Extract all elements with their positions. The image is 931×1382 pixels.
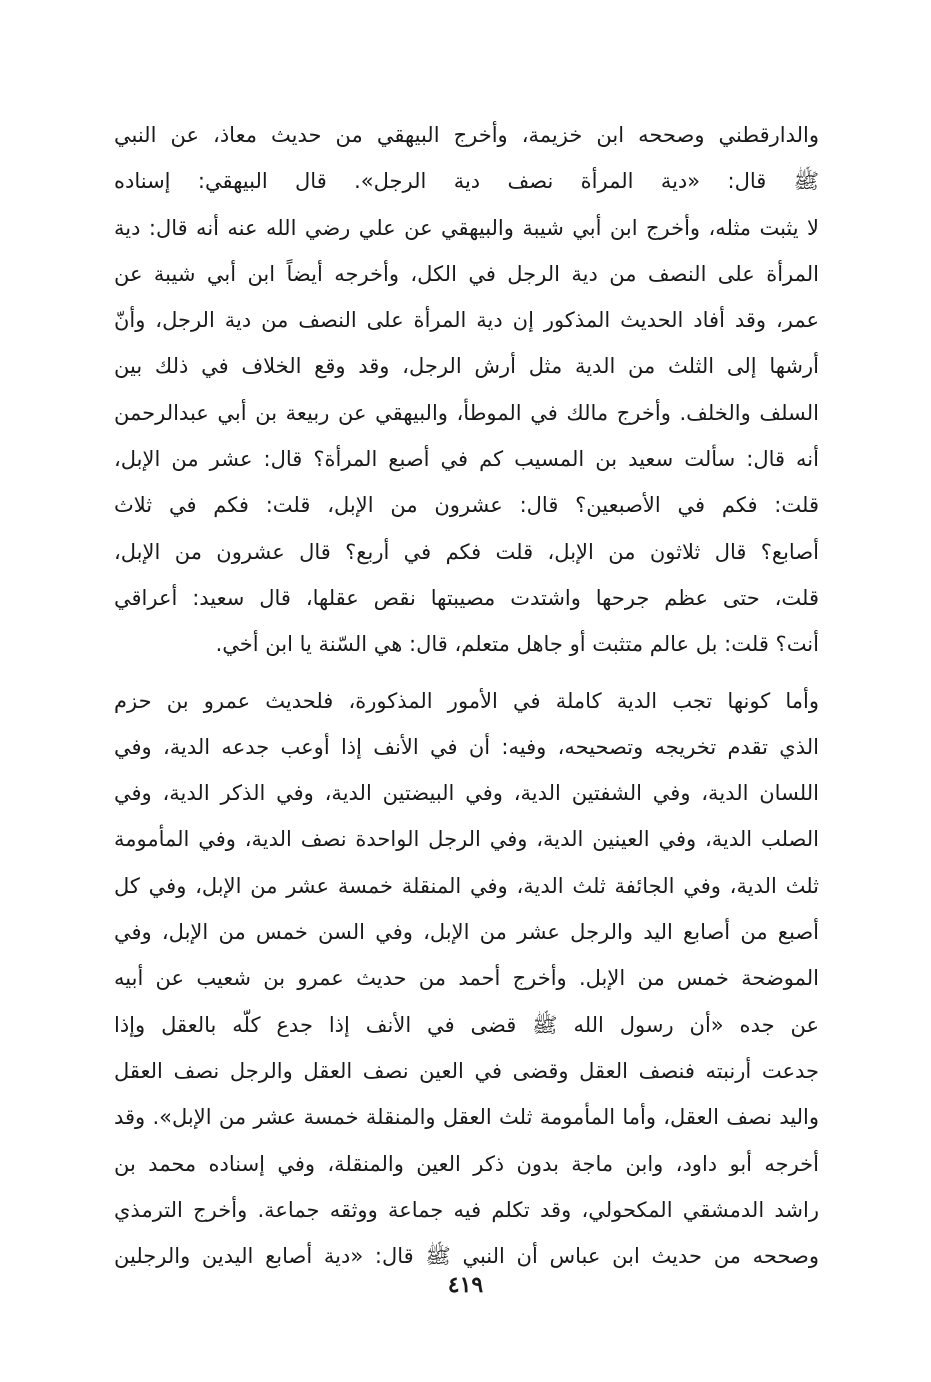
text-line: أخرجه أبو داود، وابن ماجة بدون ذكر العين والمنقلة، وفي إسناده محمد بن	[114, 1151, 819, 1176]
text-line: عمر، وقد أفاد الحديث المذكور إن دية المرأة على النصف من دية الرجل، وأنّ	[114, 308, 819, 333]
text-line: قلت: فكم في الأصبعين؟ قال: عشرون من الإبل، قلت: فكم في ثلاث	[114, 493, 819, 518]
text-line: واليد نصف العقل، وأما المأمومة ثلث العقل والمنقلة خمسة عشر من الإبل». وقد	[114, 1105, 819, 1130]
text-line: أصابع؟ قال ثلاثون من الإبل، قلت فكم في أربع؟ قال عشرون من الإبل،	[114, 539, 819, 564]
paragraph-1	[114, 112, 819, 668]
text-line: ثلث الدية، وفي الجائفة ثلث الدية، وفي المنقلة خمسة عشر من الإبل، وفي كل	[114, 873, 819, 898]
text-line: عن جده «أن رسول الله ﷺ قضى في الأنف إذا جدع كلّه بالعقل وإذا	[114, 1012, 819, 1037]
text-line: أصبع من أصابع اليد والرجل عشر من الإبل، وفي السن خمس من الإبل، وفي	[114, 920, 819, 945]
text-line: أرشها إلى الثلث من الدية مثل أرش الرجل، وقد وقع الخلاف في ذلك بين	[114, 354, 819, 379]
text-line: السلف والخلف. وأخرج مالك في الموطأ، والبيهقي عن ربيعة بن أبي عبدالرحمن	[114, 400, 819, 425]
text-line: قلت، حتى عظم جرحها واشتدت مصيبتها نقص عقلها، قال سعيد: أعراقي	[114, 585, 819, 610]
text-line: جدعت أرنبته فنصف العقل وقضى في العين نصف العقل والرجل نصف العقل	[114, 1058, 819, 1083]
paragraph-spacer	[114, 668, 819, 678]
text-line: وأما كونها تجب الدية كاملة في الأمور المذكورة، فلحديث عمرو بن حزم	[114, 688, 819, 713]
text-line: اللسان الدية، وفي الشفتين الدية، وفي البيضتين الدية، وفي الذكر الدية، وفي	[114, 781, 819, 806]
text-line: المرأة على النصف من دية الرجل في الكل، وأخرجه أيضاً ابن أبي شيبة عن	[114, 261, 819, 286]
text-line: الموضحة خمس من الإبل. وأخرج أحمد من حديث عمرو بن شعيب عن أبيه	[114, 966, 819, 991]
text-line: الذي تقدم تخريجه وتصحيحه، وفيه: أن في الأنف إذا أوعب جدعه الدية، وفي	[114, 734, 819, 759]
text-line: والدارقطني وصححه ابن خزيمة، وأخرج البيهقي من حديث معاذ، عن النبي	[114, 123, 819, 147]
text-line: أنه قال: سألت سعيد بن المسيب كم في أصبع المرأة؟ قال: عشر من الإبل،	[114, 447, 819, 472]
text-line: ﷺ قال: «دية المرأة نصف دية الرجل». قال البيهقي: إسناده	[114, 169, 819, 194]
text-line: أنت؟ قلت: بل عالم متثبت أو جاهل متعلم، قال: هي السّنة يا ابن أخي.	[215, 632, 819, 657]
text-line: الصلب الدية، وفي العينين الدية، وفي الرجل الواحدة نصف الدية، وفي المأمومة	[114, 827, 819, 852]
page-number: ٤١٩	[447, 1272, 484, 1298]
text-line: راشد الدمشقي المكحولي، وقد تكلم فيه جماعة ووثقه جماعة. وأخرج الترمذي	[114, 1197, 819, 1222]
text-line: وصححه من حديث ابن عباس أن النبي ﷺ قال: «دية أصابع اليدين والرجلين	[114, 1244, 819, 1269]
document-page	[114, 112, 819, 1279]
text-line: لا يثبت مثله، وأخرج ابن أبي شيبة والبيهقي عن علي رضي الله عنه أنه قال: دية	[114, 215, 819, 240]
paragraph-2	[114, 678, 819, 1280]
